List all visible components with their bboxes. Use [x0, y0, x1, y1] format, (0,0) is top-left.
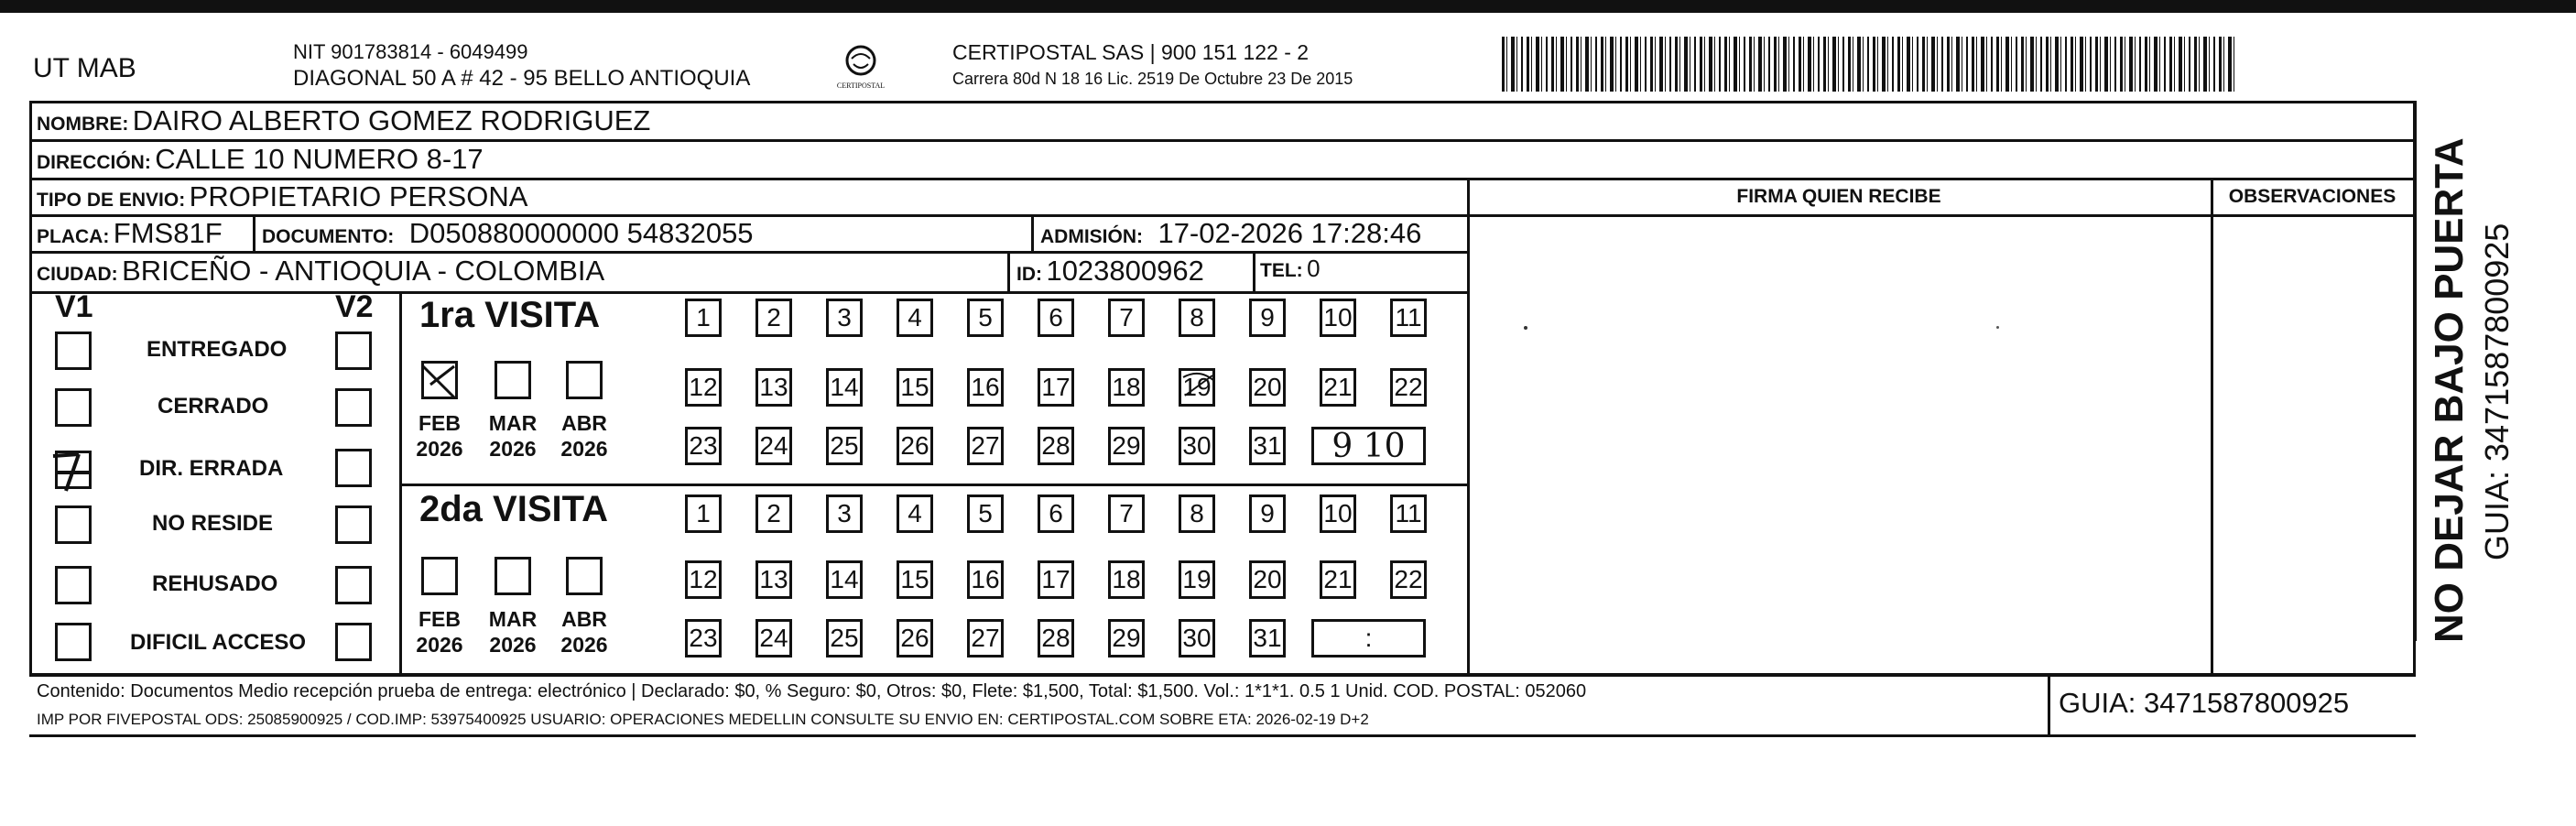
admision-value: 17-02-2026 17:28:46 [1158, 217, 1422, 249]
v2-dificil-acceso-checkbox[interactable] [335, 623, 372, 661]
firma-header: FIRMA QUIEN RECIBE [1736, 186, 1941, 207]
second-visit-day-31[interactable]: 31 [1249, 619, 1286, 658]
first-visit-day-24[interactable]: 24 [755, 427, 792, 465]
row-line [399, 484, 1467, 486]
first-visit-day-1[interactable]: 1 [685, 299, 722, 337]
second-visit-day-19[interactable]: 19 [1179, 560, 1215, 599]
svg-text:CERTIPOSTAL: CERTIPOSTAL [836, 82, 886, 90]
documento-label: DOCUMENTO: [262, 226, 395, 247]
first-visit-day-25[interactable]: 25 [826, 427, 863, 465]
first-visit-time-box[interactable]: 9 10 [1311, 427, 1426, 465]
second-abr-checkbox[interactable] [566, 557, 603, 595]
first-visit-day-29[interactable]: 29 [1108, 427, 1145, 465]
first-visit-day-20[interactable]: 20 [1249, 368, 1286, 407]
second-visit-day-3[interactable]: 3 [826, 495, 863, 533]
direccion-row [37, 143, 484, 176]
no-dejar-bajo-puerta: NO DEJAR BAJO PUERTA [2427, 137, 2472, 643]
second-visit-day-11[interactable]: 11 [1390, 495, 1427, 533]
tipo-row [37, 180, 527, 213]
admision-label: ADMISIÓN: [1040, 226, 1143, 247]
tel-cell [1260, 255, 1321, 283]
first-visit-day-7[interactable]: 7 [1108, 299, 1145, 337]
first-mar-checkbox[interactable] [495, 361, 531, 399]
second-visit-day-16[interactable]: 16 [967, 560, 1004, 599]
feb-check-mark-icon [419, 361, 465, 407]
first-visit-day-28[interactable]: 28 [1038, 427, 1074, 465]
row-line [29, 251, 1467, 254]
first-visit-day-26[interactable]: 26 [897, 427, 933, 465]
v1-dificil-acceso-checkbox[interactable] [55, 623, 92, 661]
col-line [1031, 214, 1034, 251]
row-line [29, 139, 2416, 142]
nombre-value: DAIRO ALBERTO GOMEZ RODRIGUEZ [132, 104, 651, 136]
tel-label: TEL: [1260, 260, 1303, 281]
second-visit-day-2[interactable]: 2 [755, 495, 792, 533]
first-visit-day-13[interactable]: 13 [755, 368, 792, 407]
first-visit-day-19[interactable]: 19 [1179, 368, 1215, 407]
second-visit-day-13[interactable]: 13 [755, 560, 792, 599]
first-visit-day-6[interactable]: 6 [1038, 299, 1074, 337]
first-visit-day-22[interactable]: 22 [1390, 368, 1427, 407]
ciudad-value: BRICEÑO - ANTIOQUIA - COLOMBIA [122, 255, 605, 287]
second-visit-time-box[interactable]: : [1311, 619, 1426, 658]
first-visit-day-2[interactable]: 2 [755, 299, 792, 337]
second-visit-day-4[interactable]: 4 [897, 495, 933, 533]
first-visit-day-5[interactable]: 5 [967, 299, 1004, 337]
placa-cell [37, 217, 223, 250]
first-visit-day-21[interactable]: 21 [1320, 368, 1356, 407]
nombre-label: NOMBRE: [37, 114, 129, 135]
first-visit-day-31[interactable]: 31 [1249, 427, 1286, 465]
first-visit-day-15[interactable]: 15 [897, 368, 933, 407]
id-value: 1023800962 [1046, 255, 1204, 287]
first-visit-day-12[interactable]: 12 [685, 368, 722, 407]
direccion-label: DIRECCIÓN: [37, 152, 151, 173]
first-visit-day-30[interactable]: 30 [1179, 427, 1215, 465]
second-month-mar: MAR 2026 [488, 607, 538, 657]
first-month-abr: ABR 2026 [560, 411, 608, 461]
col-line [1467, 178, 1470, 674]
nombre-row [37, 104, 650, 137]
status-dificil-acceso: DIFICIL ACCESO [130, 630, 307, 655]
col-line [1253, 251, 1255, 291]
footer-line2: IMP POR FIVEPOSTAL ODS: 25085900925 / COD.IMP: 53975400925 USUARIO: OPERACIONES MEDELLIN CONSULTE SU ENVIO EN: CERTIPOSTAL.COM SOBRE ETA: 2026-02-19 D+2 [37, 711, 1369, 728]
first-visit-day-8[interactable]: 8 [1179, 299, 1215, 337]
v1-no-reside-checkbox[interactable] [55, 505, 92, 544]
second-visit-day-24[interactable]: 24 [755, 619, 792, 658]
certipostal-logo-icon [833, 40, 888, 95]
scan-speck [1996, 326, 1999, 329]
tipo-label: TIPO DE ENVIO: [37, 190, 186, 211]
second-visit-day-15[interactable]: 15 [897, 560, 933, 599]
tipo-value: PROPIETARIO PERSONA [189, 180, 528, 212]
first-visit-day-11[interactable]: 11 [1390, 299, 1427, 337]
company-name: UT MAB [33, 53, 136, 83]
scan-top-band [0, 0, 2576, 13]
placa-value: FMS81F [113, 217, 223, 249]
scan-speck [1524, 326, 1527, 330]
second-visit-day-12[interactable]: 12 [685, 560, 722, 599]
v1-rehusado-checkbox[interactable] [55, 566, 92, 604]
second-month-abr: ABR 2026 [560, 607, 608, 657]
first-visit-day-23[interactable]: 23 [685, 427, 722, 465]
second-visit-day-28[interactable]: 28 [1038, 619, 1074, 658]
day-19-strike-mark-icon [1178, 368, 1222, 408]
second-visit-day-7[interactable]: 7 [1108, 495, 1145, 533]
status-rehusado: REHUSADO [152, 571, 278, 596]
first-visit-title: 1ra VISITA [419, 295, 601, 335]
first-visit-day-10[interactable]: 10 [1320, 299, 1356, 337]
first-visit-day-4[interactable]: 4 [897, 299, 933, 337]
col-line [253, 214, 255, 251]
second-visit-day-8[interactable]: 8 [1179, 495, 1215, 533]
company-nit: NIT 901783814 - 6049499 [293, 40, 528, 63]
ciudad-cell [37, 255, 604, 288]
second-visit-day-25[interactable]: 25 [826, 619, 863, 658]
col-line [399, 291, 402, 674]
col-line [2211, 178, 2213, 674]
second-visit-day-21[interactable]: 21 [1320, 560, 1356, 599]
second-visit-day-9[interactable]: 9 [1249, 495, 1286, 533]
row-line [29, 291, 1467, 294]
check-mark-icon [48, 445, 103, 500]
documento-value: D050880000000 54832055 [408, 217, 754, 249]
status-entregado: ENTREGADO [147, 337, 288, 362]
status-cerrado: CERRADO [158, 394, 269, 418]
first-visit-day-14[interactable]: 14 [826, 368, 863, 407]
second-month-feb: FEB 2026 [416, 607, 463, 657]
second-mar-checkbox[interactable] [495, 557, 531, 595]
first-visit-day-3[interactable]: 3 [826, 299, 863, 337]
certipostal-license: Carrera 80d N 18 16 Lic. 2519 De Octubre 23 De 2015 [952, 70, 1353, 88]
row-line [29, 734, 2416, 737]
footer-guia: GUIA: 3471587800925 [2059, 687, 2350, 719]
second-visit-day-30[interactable]: 30 [1179, 619, 1215, 658]
second-visit-day-26[interactable]: 26 [897, 619, 933, 658]
col-line [2048, 674, 2050, 734]
status-no-reside: NO RESIDE [152, 511, 274, 536]
v2-rehusado-checkbox[interactable] [335, 566, 372, 604]
first-visit-day-27[interactable]: 27 [967, 427, 1004, 465]
first-visit-day-18[interactable]: 18 [1108, 368, 1145, 407]
second-visit-day-18[interactable]: 18 [1108, 560, 1145, 599]
id-label: ID: [1016, 264, 1042, 285]
second-feb-checkbox[interactable] [421, 557, 458, 595]
second-visit-day-5[interactable]: 5 [967, 495, 1004, 533]
first-month-feb: FEB 2026 [416, 411, 463, 461]
v1-cerrado-checkbox[interactable] [55, 388, 92, 427]
first-abr-checkbox[interactable] [566, 361, 603, 399]
company-address: DIAGONAL 50 A # 42 - 95 BELLO ANTIOQUIA [293, 66, 751, 91]
first-visit-day-17[interactable]: 17 [1038, 368, 1074, 407]
v2-header: V2 [335, 289, 374, 324]
v2-dir-errada-checkbox[interactable] [335, 449, 372, 487]
row-line [29, 674, 2416, 677]
footer-line1: Contenido: Documentos Medio recepción prueba de entrega: electrónico | Declarado: $0, % Seguro: $0, Otros: $0, Flete: $1,500, Total: $1,500. Vol.: 1*1*1. 0.5 1 Unid. COD. POSTAL: 052060 [37, 681, 1587, 701]
ciudad-label: CIUDAD: [37, 264, 118, 285]
second-visit-day-1[interactable]: 1 [685, 495, 722, 533]
second-visit-day-29[interactable]: 29 [1108, 619, 1145, 658]
id-cell [1016, 255, 1204, 288]
tel-value: 0 [1307, 255, 1321, 282]
second-visit-day-23[interactable]: 23 [685, 619, 722, 658]
status-dir-errada: DIR. ERRADA [139, 456, 284, 481]
observaciones-header: OBSERVACIONES [2228, 186, 2397, 207]
frame-right-edge [2414, 101, 2417, 641]
side-guia: GUIA: 3471587800925 [2478, 223, 2516, 560]
second-visit-title: 2da VISITA [419, 489, 608, 529]
second-visit-day-14[interactable]: 14 [826, 560, 863, 599]
admision-cell [1040, 217, 1421, 250]
first-visit-day-16[interactable]: 16 [967, 368, 1004, 407]
second-visit-day-27[interactable]: 27 [967, 619, 1004, 658]
second-visit-day-10[interactable]: 10 [1320, 495, 1356, 533]
second-visit-day-6[interactable]: 6 [1038, 495, 1074, 533]
first-visit-day-9[interactable]: 9 [1249, 299, 1286, 337]
col-line [1007, 251, 1010, 291]
v2-entregado-checkbox[interactable] [335, 331, 372, 370]
documento-cell [262, 217, 754, 250]
first-month-mar: MAR 2026 [488, 411, 538, 461]
placa-label: PLACA: [37, 226, 110, 247]
v2-cerrado-checkbox[interactable] [335, 388, 372, 427]
second-visit-day-20[interactable]: 20 [1249, 560, 1286, 599]
v2-no-reside-checkbox[interactable] [335, 505, 372, 544]
v1-header: V1 [55, 289, 93, 324]
second-visit-day-17[interactable]: 17 [1038, 560, 1074, 599]
second-visit-day-22[interactable]: 22 [1390, 560, 1427, 599]
v1-entregado-checkbox[interactable] [55, 331, 92, 370]
certipostal-name: CERTIPOSTAL SAS | 900 151 122 - 2 [952, 40, 1310, 64]
barcode [1502, 37, 2236, 92]
direccion-value: CALLE 10 NUMERO 8-17 [155, 143, 484, 175]
